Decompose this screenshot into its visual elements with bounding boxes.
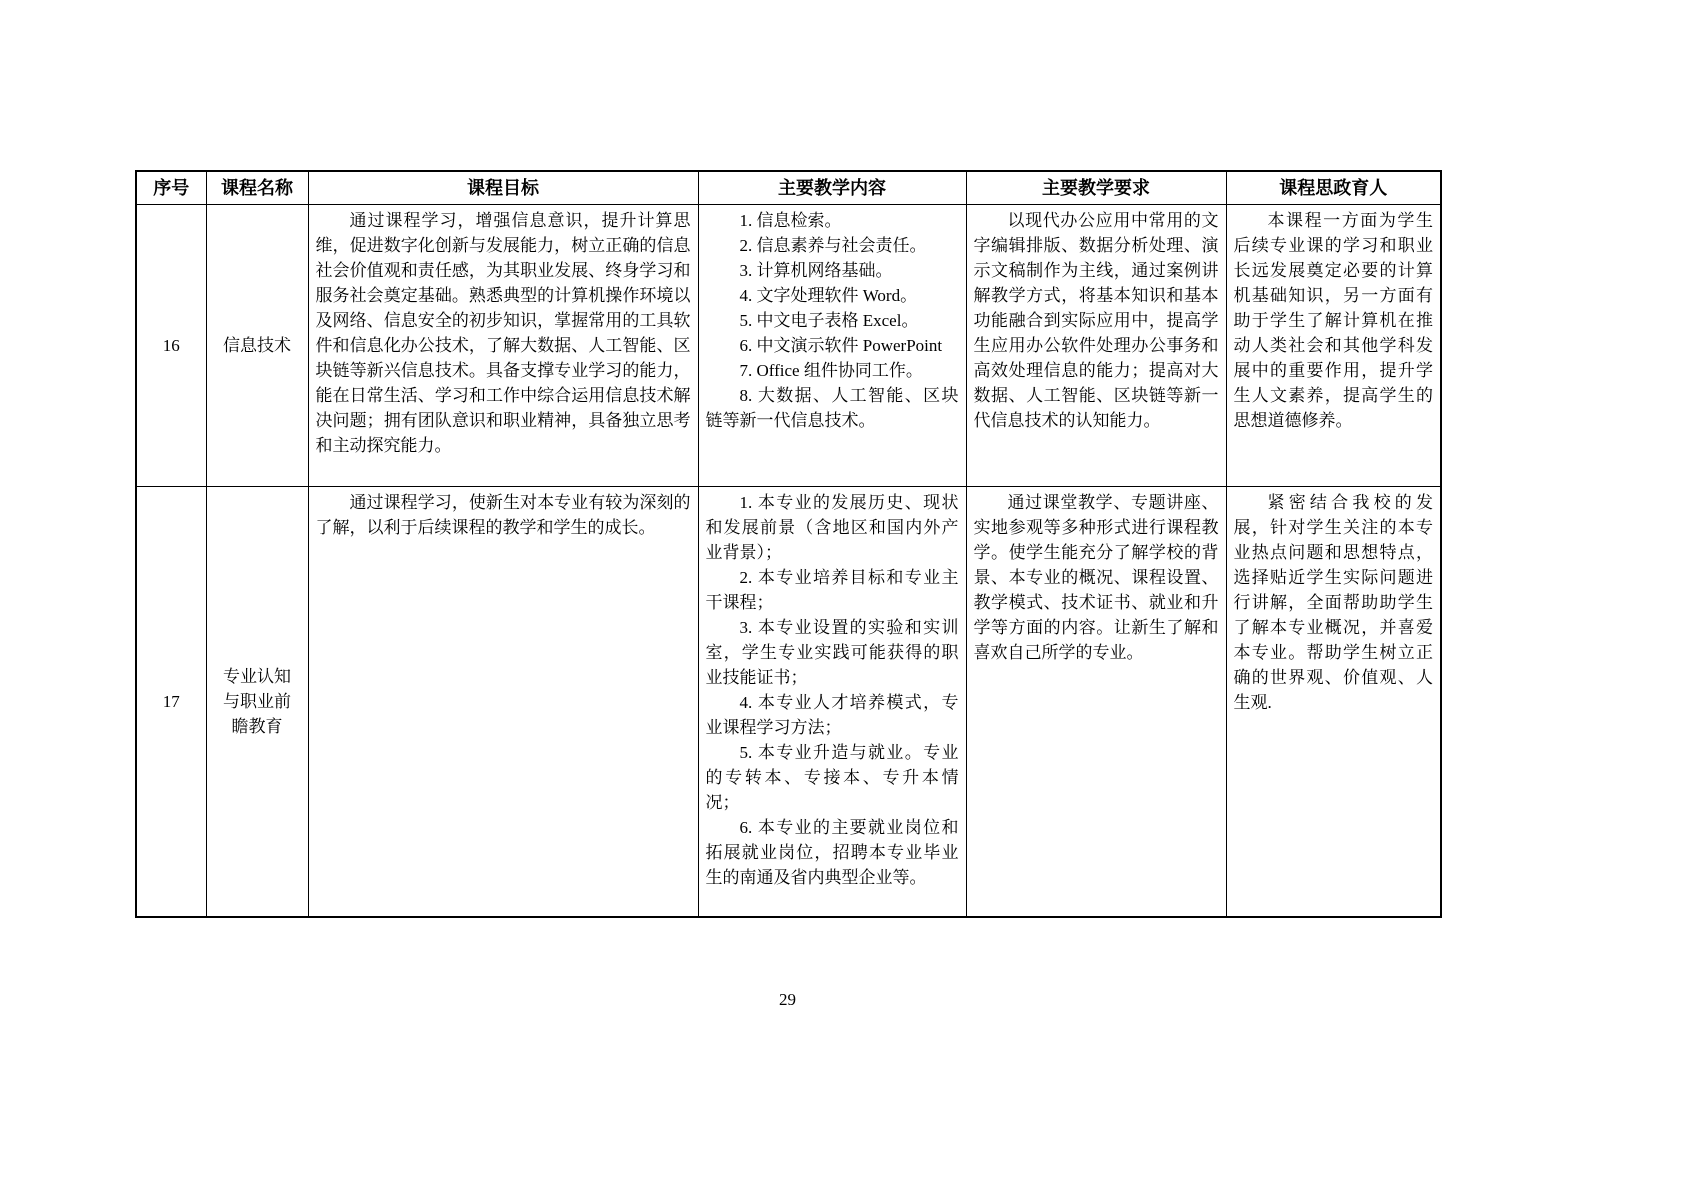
col-header-teaching-requirements: 主要教学要求 — [966, 171, 1226, 205]
col-header-seq: 序号 — [136, 171, 206, 205]
page-content — [135, 170, 1440, 1010]
content-item: 3. 本专业设置的实验和实训室，学生专业实践可能获得的职业技能证书； — [705, 618, 959, 687]
requirements-paragraph: 通过课堂教学、专题讲座、实地参观等多种形式进行课程教学。使学生能充分了解学校的背景、本专业的概况、课程设置、教学模式、技术证书、就业和升学等方面的内容。让新生了解和喜欢自己所学的专业。 — [973, 493, 1219, 662]
cell-ideology — [1226, 205, 1441, 487]
content-item: 2. 信息素养与社会责任。 — [739, 236, 927, 255]
content-item: 3. 计算机网络基础。 — [739, 261, 893, 280]
cell-seq: 17 — [136, 487, 206, 917]
content-item: 8. 大数据、人工智能、区块链等新一代信息技术。 — [705, 386, 959, 430]
cell-teaching-content — [698, 205, 966, 487]
objectives-paragraph: 通过课程学习，使新生对本专业有较为深刻的了解，以利于后续课程的教学和学生的成长。 — [315, 493, 691, 537]
content-item: 5. 中文电子表格 Excel。 — [739, 311, 919, 330]
ideology-paragraph: 本课程一方面为学生后续专业课的学习和职业长远发展奠定必要的计算机基础知识，另一方面有助于学生了解计算机在推动人类社会和其他学科发展中的重要作用，提升学生人文素养，提高学生的思想道德修养。 — [1233, 211, 1433, 430]
content-item: 5. 本专业升造与就业。专业的专转本、专接本、专升本情况； — [705, 743, 959, 812]
requirements-paragraph: 以现代办公应用中常用的文字编辑排版、数据分析处理、演示文稿制作为主线，通过案例讲解教学方式，将基本知识和基本功能融合到实际应用中，提高学生应用办公软件处理办公事务和高效处理信息的能力；提高对大数据、人工智能、区块链等新一代信息技术的认知能力。 — [973, 211, 1219, 430]
col-header-course-name: 课程名称 — [206, 171, 308, 205]
table-row — [136, 205, 1441, 487]
cell-teaching-requirements — [966, 205, 1226, 487]
cell-ideology — [1226, 487, 1441, 917]
page-number: 29 — [779, 989, 796, 1009]
cell-course-name: 信息技术 — [206, 205, 308, 487]
content-item: 7. Office 组件协同工作。 — [739, 361, 923, 380]
content-item: 1. 本专业的发展历史、现状和发展前景（含地区和国内外产业背景）； — [705, 493, 959, 562]
cell-teaching-requirements — [966, 487, 1226, 917]
cell-course-name: 专业认知与职业前瞻教育 — [206, 487, 308, 917]
col-header-ideology: 课程思政育人 — [1226, 171, 1441, 205]
content-item: 4. 本专业人才培养模式，专业课程学习方法； — [705, 693, 959, 737]
cell-objectives — [308, 205, 698, 487]
col-header-teaching-content: 主要教学内容 — [698, 171, 966, 205]
content-item: 2. 本专业培养目标和专业主干课程； — [705, 568, 959, 612]
objectives-paragraph: 通过课程学习，增强信息意识，提升计算思维，促进数字化创新与发展能力，树立正确的信息社会价值观和责任感，为其职业发展、终身学习和服务社会奠定基础。熟悉典型的计算机操作环境以及网络、信息安全的初步知识，掌握常用的工具软件和信息化办公技术，了解大数据、人工智能、区块链等新兴信息技术。具备支撑专业学习的能力，能在日常生活、学习和工作中综合运用信息技术解决问题；拥有团队意识和职业精神，具备独立思考和主动探究能力。 — [315, 211, 691, 455]
cell-teaching-content — [698, 487, 966, 917]
content-item: 6. 中文演示软件 PowerPoint — [739, 336, 943, 355]
header-row — [136, 171, 1441, 205]
content-item: 6. 本专业的主要就业岗位和拓展就业岗位，招聘本专业毕业生的南通及省内典型企业等。 — [705, 818, 959, 887]
cell-objectives — [308, 487, 698, 917]
col-header-objectives: 课程目标 — [308, 171, 698, 205]
content-item: 4. 文字处理软件 Word。 — [739, 286, 918, 305]
content-item: 1. 信息检索。 — [739, 211, 842, 230]
table-row — [136, 487, 1441, 917]
ideology-paragraph: 紧密结合我校的发展，针对学生关注的本专业热点问题和思想特点，选择贴近学生实际问题进行讲解，全面帮助助学生了解本专业概况，并喜爱本专业。帮助学生树立正确的世界观、价值观、人生观. — [1233, 493, 1433, 712]
course-table — [135, 170, 1442, 918]
cell-seq: 16 — [136, 205, 206, 487]
